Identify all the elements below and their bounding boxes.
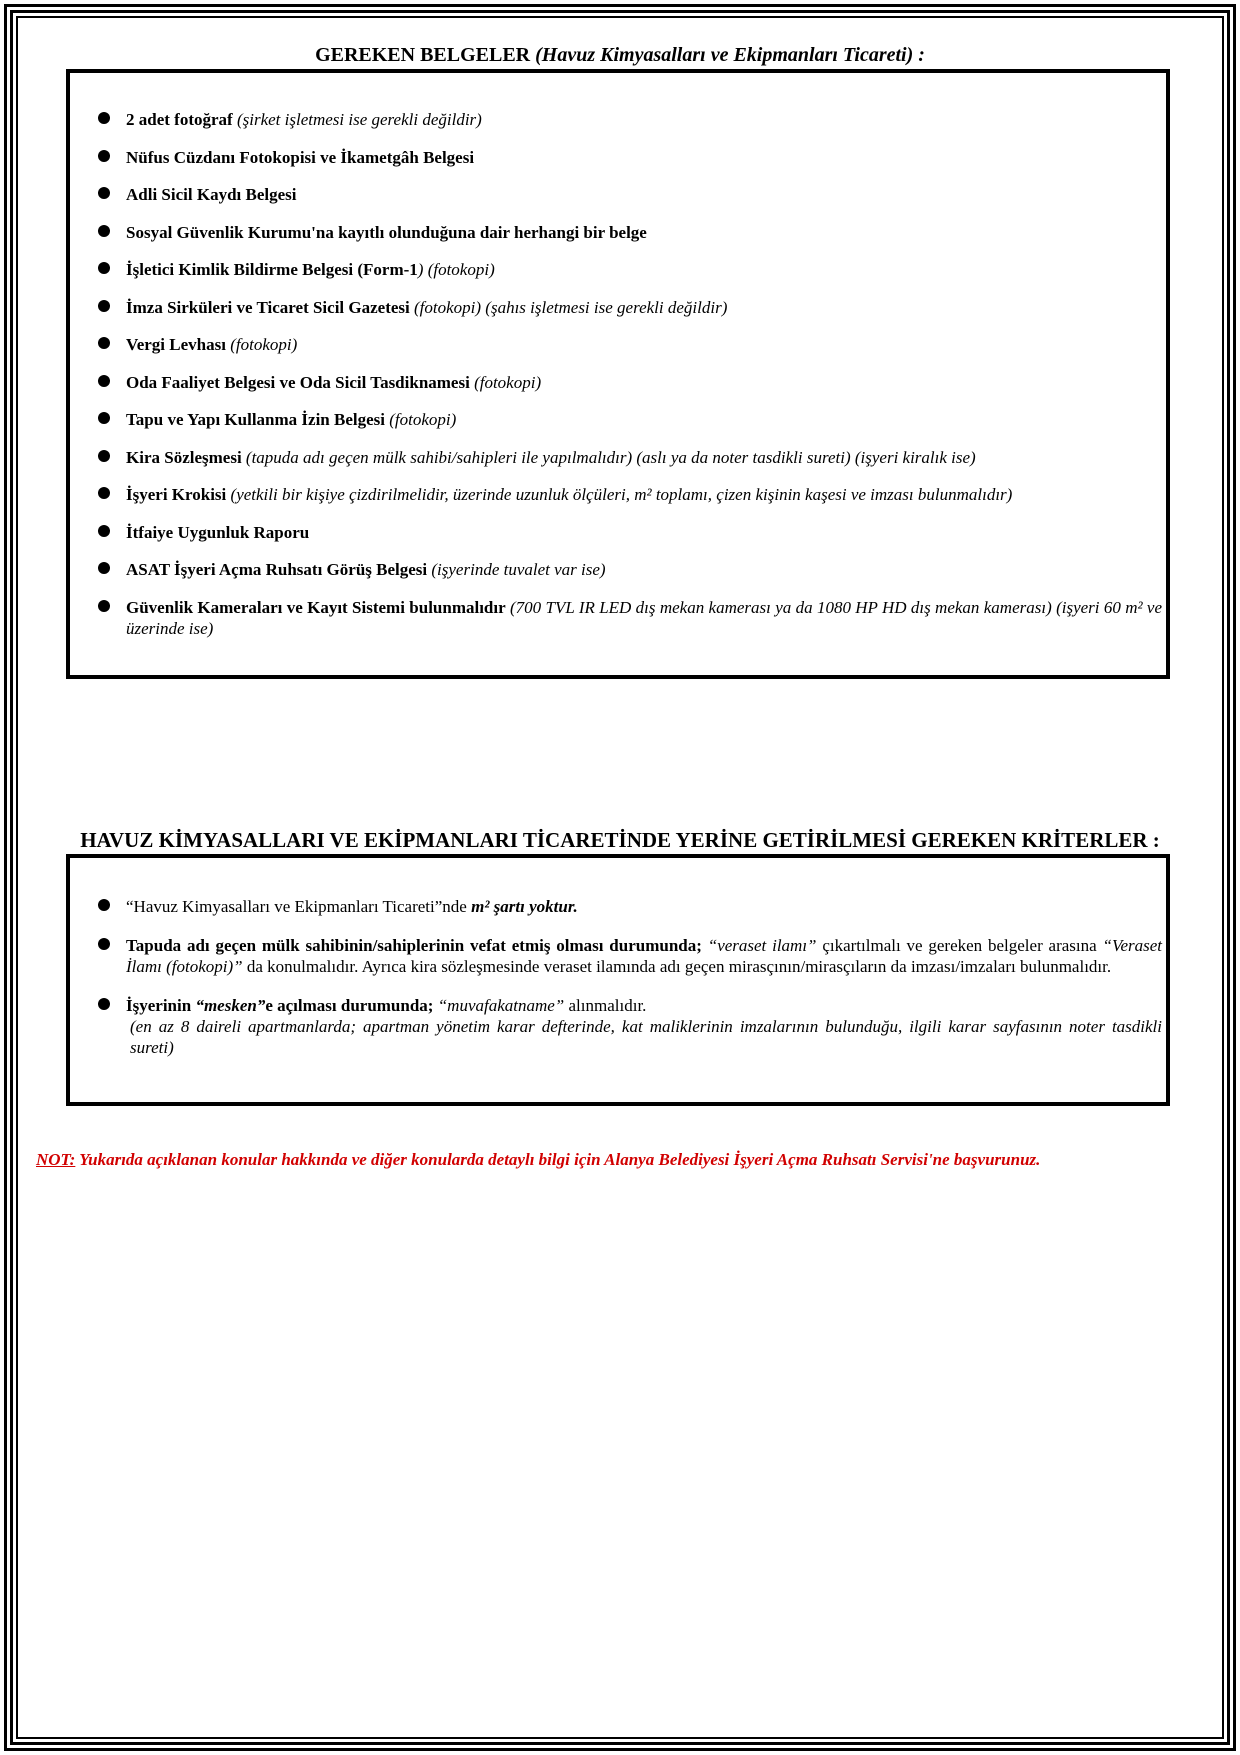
document-item-note: (700 TVL IR LED dış mekan kamerası ya da 1080 HP HD dış mekan kamerası) (işyeri 60 m² ve üzerinde ise) [126, 597, 1162, 638]
criteria-item-italic: “veraset ilamı” [707, 936, 817, 955]
footnote-label: NOT: [36, 1150, 76, 1169]
required-documents-title: GEREKEN BELGELER [315, 44, 531, 66]
document-item-note: (fotokopi) [230, 335, 298, 354]
bullet-icon [98, 225, 110, 237]
document-item-note: (yetkili bir kişiye çizdirilmelidir, üzerinde uzunluk ölçüleri, m² toplamı, çizen kişinin kaşesi ve imzası bulunmalıdır) [230, 485, 1013, 504]
document-item [126, 447, 1162, 485]
document-item [126, 184, 1162, 222]
document-item-name: İşletici Kimlik Bildirme Belgesi (Form-1 [126, 260, 418, 279]
document-item-name: ASAT İşyeri Açma Ruhsatı Görüş Belgesi [126, 560, 428, 579]
bullet-icon [98, 375, 110, 387]
document-item [126, 372, 1162, 410]
document-item-note: (fotokopi) [389, 410, 457, 429]
document-item-name: Vergi Levhası [126, 335, 226, 354]
bullet-icon [98, 899, 110, 911]
document-item [126, 597, 1162, 643]
document-item-note: ) (fotokopi) [417, 260, 495, 279]
document-item [126, 109, 1162, 147]
criteria-item-text: çıkartılmalı ve gereken belgeler arasına [822, 936, 1097, 955]
document-item-name: Güvenlik Kameraları ve Kayıt Sistemi bulunmalıdır [126, 597, 506, 617]
document-item-note: (şirket işletmesi ise gerekli değildir) [236, 110, 482, 129]
document-item [126, 334, 1162, 372]
document-item-note: (tapuda adı geçen mülk sahibi/sahipleri ile yapılmalıdır) (aslı ya da noter tasdikli sureti) (işyeri kiralık ise) [245, 447, 976, 467]
document-item-name: Sosyal Güvenlik Kurumu'na kayıtlı olunduğuna dair herhangi bir belge [126, 222, 647, 242]
document-item-name: Adli Sicil Kaydı Belgesi [126, 185, 297, 204]
required-documents-subtitle: (Havuz Kimyasalları ve Ekipmanları Ticareti) : [535, 44, 925, 66]
document-item-name: İtfaiye Uygunluk Raporu [126, 522, 310, 542]
document-item [126, 259, 1162, 297]
bullet-icon [98, 600, 110, 612]
document-item [126, 147, 1162, 185]
criteria-item-emphasis: “mesken” [195, 996, 266, 1015]
required-documents-list [126, 109, 1162, 643]
bullet-icon [98, 150, 110, 162]
document-item-name: İşyeri Krokisi [126, 485, 227, 504]
document-item [126, 484, 1162, 522]
document-item-name: Kira Sözleşmesi [126, 447, 242, 467]
bullet-icon [98, 187, 110, 199]
criteria-item-text: alınmalıdır. [568, 996, 647, 1015]
bullet-icon [98, 525, 110, 537]
document-item [126, 409, 1162, 447]
criteria-item-italic: “Veraset İlamı (fotokopi)” [126, 936, 1163, 976]
criteria-item-note: (en az 8 daireli apartmanlarda; apartman yönetim karar defterinde, kat maliklerinin imzalarının bulunduğu, ilgili karar sayfasının noter tasdikli sureti) [130, 1017, 1162, 1057]
bullet-icon [98, 337, 110, 349]
document-item-note: (fotokopi) (şahıs işletmesi ise gerekli değildir) [414, 297, 728, 317]
required-documents-box [66, 69, 1170, 679]
document-item-name: Nüfus Cüzdanı Fotokopisi ve İkametgâh Belgesi [126, 147, 475, 167]
document-item-name: İmza Sirküleri ve Ticaret Sicil Gazetesi [126, 297, 410, 317]
required-documents-heading [0, 44, 1240, 67]
document-item-name: 2 adet fotoğraf [126, 110, 233, 129]
criteria-item-text: “Havuz Kimyasalları ve Ekipmanları Ticareti”nde [126, 897, 467, 916]
criteria-item-m2 [126, 896, 1162, 917]
document-item-name: Oda Faaliyet Belgesi ve Oda Sicil Tasdiknamesi [126, 372, 470, 392]
criteria-item-residence [126, 995, 1162, 1058]
criteria-item-bold: İşyerinin [126, 996, 192, 1015]
footnote [36, 1150, 1040, 1170]
bullet-icon [98, 412, 110, 424]
criteria-item-bold: e açılması durumunda; [265, 996, 434, 1015]
criteria-box [66, 854, 1170, 1106]
document-item-name: Tapu ve Yapı Kullanma İzin Belgesi [126, 410, 385, 429]
bullet-icon [98, 562, 110, 574]
criteria-item-inheritance [126, 935, 1162, 977]
document-item-note: (fotokopi) [474, 372, 542, 392]
criteria-list [126, 896, 1162, 1076]
criteria-item-emphasis: m² şartı yoktur. [471, 897, 578, 916]
bullet-icon [98, 938, 110, 950]
document-item [126, 297, 1162, 335]
bullet-icon [98, 300, 110, 312]
bullet-icon [98, 262, 110, 274]
criteria-item-italic: “muvafakatname” [437, 996, 565, 1015]
document-item-note: (işyerinde tuvalet var ise) [431, 560, 606, 579]
bullet-icon [98, 998, 110, 1010]
document-item [126, 222, 1162, 260]
bullet-icon [98, 112, 110, 124]
footnote-text: Yukarıda açıklanan konular hakkında ve diğer konularda detaylı bilgi için Alanya Belediyesi İşyeri Açma Ruhsatı Servisi'ne başvurunuz. [79, 1150, 1041, 1169]
bullet-icon [98, 450, 110, 462]
criteria-item-bold: Tapuda adı geçen mülk sahibinin/sahiplerinin vefat etmiş olması durumunda; [126, 936, 702, 955]
bullet-icon [98, 487, 110, 499]
document-item [126, 559, 1162, 597]
criteria-heading: HAVUZ KİMYASALLARI VE EKİPMANLARI TİCARETİNDE YERİNE GETİRİLMESİ GEREKEN KRİTERLER : [80, 828, 1160, 852]
criteria-item-text: da konulmalıdır. Ayrıca kira sözleşmesinde veraset ilamında adı geçen mirasçının/mirasçıların da imzası/imzaları bulunmalıdır. [246, 957, 1112, 976]
document-item [126, 522, 1162, 560]
